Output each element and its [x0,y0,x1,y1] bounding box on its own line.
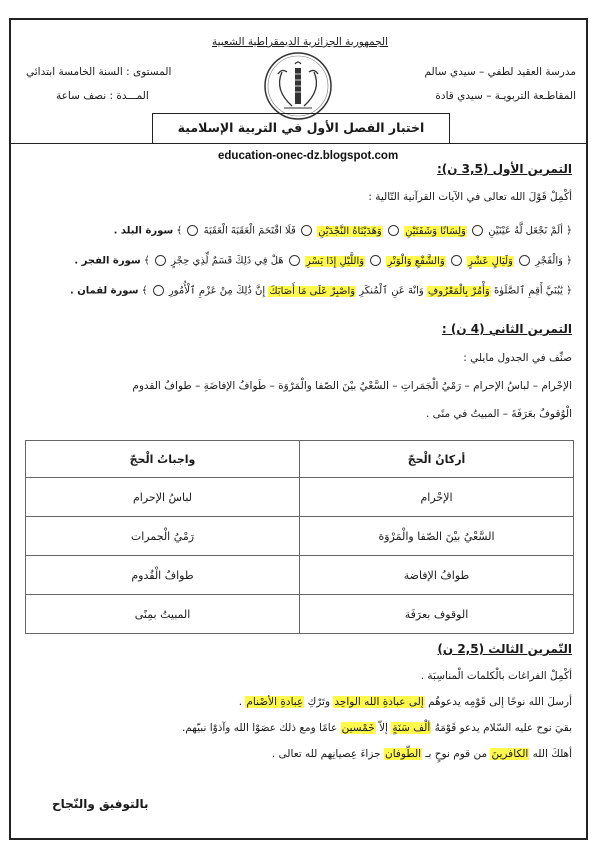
table-cell: لباسُ الإحرام [26,478,300,517]
verse-text: ﴿ وَالْفَجْرِ [535,255,572,267]
verse-text: هَلْ فِي ذَلِكَ قَسَمٌ لِّذِي حِجْرٍ [171,255,284,267]
district-name: المقاطـعة التربويـة – سيدي قادة [435,90,576,102]
verse-answer-highlight: وَأْمُرْ بِالْمَعْرُوفِ [427,285,490,297]
ayah-marker-icon [388,225,399,236]
hajj-classification-table [25,440,574,634]
exercise2-instruction: صنِّف في الجدول مايلي : [463,352,572,364]
closing-wish: بالتوفيق والنّجاح [52,797,149,811]
sentence-text: وتَرْكِ [307,696,331,708]
table-cell: المبيتُ بمِنًى [26,595,300,634]
exercise3-sentence-1 [239,696,572,708]
sentence-text: من قوم نوحٍ بـ [425,748,488,760]
answer-highlight: خَمْسين [341,722,375,734]
ayah-marker-icon [155,255,166,266]
verse-text: وَانْهَ عَنِ ٱلْمُنكَرِ [359,285,424,297]
sentence-text: أهلكَ الله [532,748,572,760]
exercise3-sentence-2 [182,722,572,734]
verse-answer-highlight: وَالشَّفْعِ وَالْوَتْرِ [387,255,445,267]
sentence-text: عامًا ومع ذلك عصَوْا الله وآذوْا نبيّهم. [181,722,338,734]
ayah-marker-icon [301,225,312,236]
verse-text: إِنَّ ذَٰلِكَ مِنْ عَزْمِ ٱلْأُمُورِ [168,285,266,297]
header-divider [9,143,588,144]
table-cell: الوقوف بعرَفَة [300,595,574,634]
verse-answer-highlight: وَهَدَيْنَاهُ النَّجْدَيْنِ [318,225,382,237]
verse-text: ﴿ يَٰبُنَيَّ أَقِمِ ٱلصَّلَوٰةَ [493,285,572,297]
verse-text: ﴾ [141,285,148,297]
ayah-marker-icon [187,225,198,236]
sentence-text: إلاّ [379,722,388,734]
exercise3-sentence-3 [272,748,572,760]
ayah-marker-icon [153,285,164,296]
school-name: مدرسة العقيد لطفي – سيدي سالم [424,66,576,78]
surah-name: سورة البلد . [113,225,174,237]
sentence-text: . [238,696,243,708]
level-label: المستوى : السنة الخامسة ابتدائي [26,66,172,78]
column-header-pillars: أركانُ الْحجّ [300,441,574,478]
answer-highlight: الطّوفان [384,748,422,760]
column-header-obligations: واجباتُ الْحجّ [26,441,300,478]
sentence-text: جزاءَ عِصيانِهم لله تعالى . [271,748,381,760]
verse-answer-highlight: وَاصْبِرْ عَلَى مَا أَصَابَكَ [269,285,356,297]
ayah-marker-icon [472,225,483,236]
exam-title: اختبار الفصل الأول في التربية الإسلامية [152,113,450,143]
table-cell: رَمْيُ الْجمرات [26,517,300,556]
answer-highlight: الكافرينَ [491,748,529,760]
verse-luqman [70,285,572,297]
exercise1-title: التمرين الأول (3,5 ن): [436,162,572,176]
answer-highlight: ألْف سَنَةٍ [392,722,431,734]
table-row [26,556,574,595]
exercise2-items-line1: الإحْرام – لباسُ الإحرام – رَمْيُ الْجَمَراتِ – السَّعْيُ بيْنَ الصّفا والْمَرْوَة – طَوافُ الإفاضَةِ – طوافُ القدوم [132,380,572,392]
surah-name: سورة الفجر . [74,255,141,267]
table-header-row [26,441,574,478]
exercise3-instruction: أكْمِلْ الفراغات بالْكلمات الْمناسِبَة . [420,670,572,682]
table-cell: السَّعْيُ بيْنَ الصّفا والْمَرْوَة [300,517,574,556]
table-row [26,517,574,556]
table-cell: طوافُ الإفاضة [300,556,574,595]
table-cell: طوافُ الْقُدوم [26,556,300,595]
table-cell: الإحْرام [300,478,574,517]
verse-answer-highlight: وَاللَّيْلِ إِذَا يَسْرِ [305,255,365,267]
table-row [26,595,574,634]
verse-text: ﴾ [143,255,150,267]
ayah-marker-icon [370,255,381,266]
answer-highlight: عِبادةِ الأصْنام [246,696,304,708]
surah-name: سورة لقمان . [69,285,139,297]
ayah-marker-icon [451,255,462,266]
duration-label: المـــدة : نصف ساعة [56,90,149,102]
verse-answer-highlight: وَلَيَالٍ عَشْرٍ [468,255,513,267]
verse-text: ﴿ ألَمْ نَجْعَل لَّهُ عَيْنَيْنِ [488,225,572,237]
watermark-url: education-onec-dz.blogspot.com [218,150,399,162]
verse-fajr [74,255,572,267]
republic-heading: الجمهورية الجزائرية الديمقراطية الشعبية [211,36,389,48]
sentence-text: أرسلَ الله نوحًا إلى قَوْمِه يدعوهُم [428,696,572,708]
answer-highlight: إلى عبادةِ الله الواحِد [334,696,424,708]
verse-text: ﴾ [176,225,183,237]
verse-balad [114,225,572,237]
ayah-marker-icon [289,255,300,266]
emblem-logo-icon [262,50,334,122]
verse-answer-highlight: وَلِسَانًا وَشَفَتَيْنِ [405,225,466,237]
exercise2-title: التمرين الثاني (4 ن) : [441,322,572,336]
exercise3-title: التّمرين الثالث (2,5 ن) [437,642,572,656]
sentence-text: بقيَ نوح عليه السّلام يدعو قَوْمَهُ [434,722,572,734]
ayah-marker-icon [519,255,530,266]
verse-text: فَلَا اقْتَحَمَ الْعَقَبَةَ الْعَقَبَةَ [203,225,296,237]
table-row [26,478,574,517]
exercise2-items-line2: الْوُقوفُ بعَرَفَةَ – المبيتُ في منًى . [425,408,572,420]
exercise1-instruction: أكْمِلْ قَوْلَ الله تعالى في الآيات القرآنية التّالية : [368,191,572,203]
